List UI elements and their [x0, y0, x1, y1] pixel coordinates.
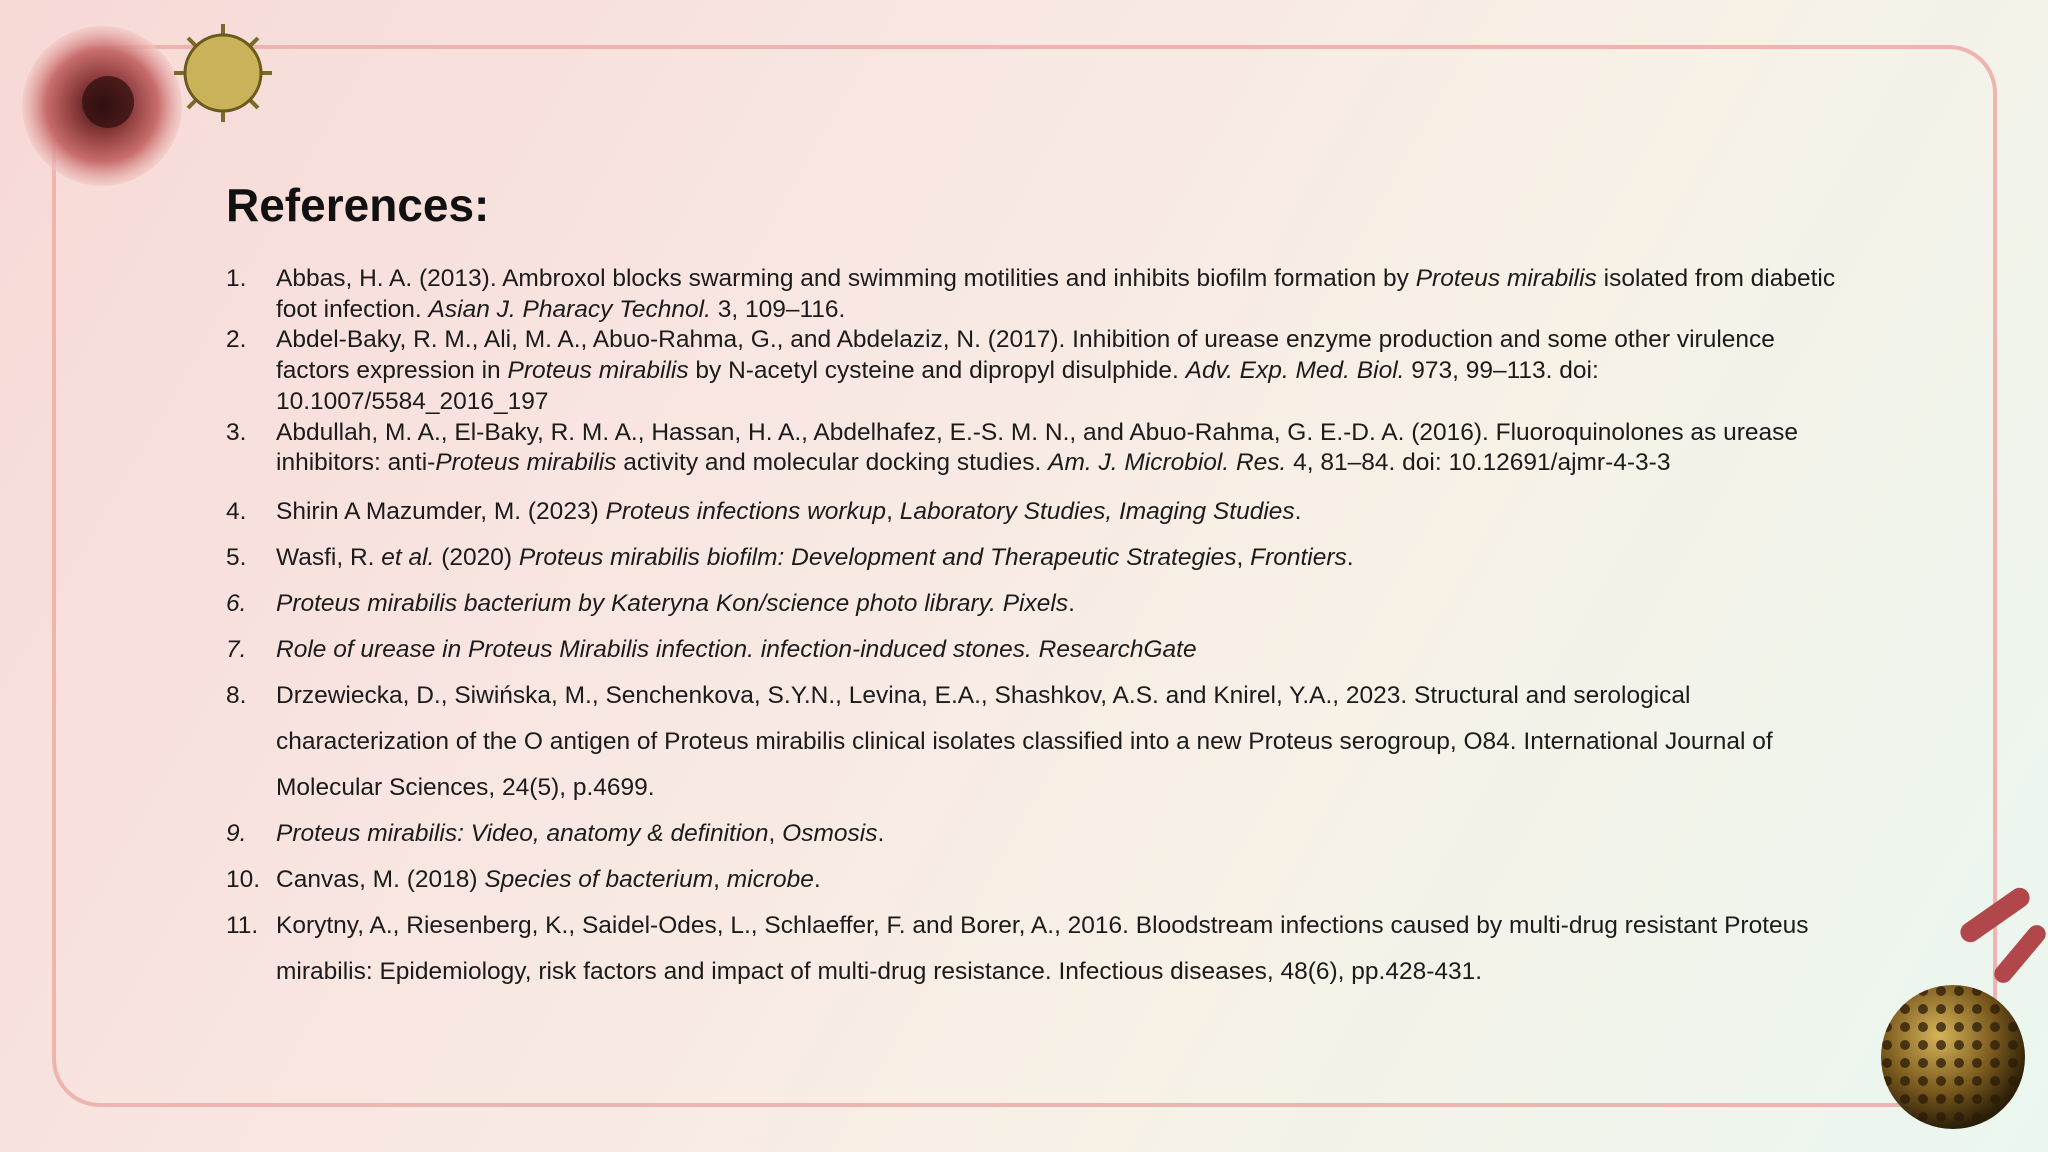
- reference-number: 11.: [226, 911, 259, 939]
- reference-item: [226, 857, 1846, 903]
- reference-item: [226, 673, 1846, 811]
- reference-text: Shirin A Mazumder, M. (2023) Proteus infections workup, Laboratory Studies, Imaging Studies.: [276, 497, 1302, 525]
- reference-text: Canvas, M. (2018) Species of bacterium, microbe.: [276, 865, 821, 893]
- reference-number: 9.: [226, 819, 247, 847]
- reference-item: [226, 535, 1846, 581]
- reference-text: Drzewiecka, D., Siwińska, M., Senchenkova, S.Y.N., Levina, E.A., Shashkov, A.S. and Knirel, Y.A., 2023. Structural and serological characterization of the O antigen of Proteus mirabilis clinical isolates classified into a new Proteus serogroup, O84. International Journal of Molecular Sciences, 24(5), p.4699.: [276, 681, 1773, 801]
- reference-text: Korytny, A., Riesenberg, K., Saidel-Odes, L., Schlaeffer, F. and Borer, A., 2016. Bloodstream infections caused by multi-drug resistant Proteus mirabilis: Epidemiology, risk factors and impact of multi-drug resistance. Infectious diseases, 48(6), pp.428-431.: [276, 911, 1809, 985]
- reference-text: Role of urease in Proteus Mirabilis infection. infection-induced stones. ResearchGate: [276, 635, 1197, 663]
- reference-number: 1.: [226, 265, 247, 292]
- virus-icon: [170, 20, 276, 126]
- reference-item: [226, 489, 1846, 535]
- reference-item: [226, 903, 1846, 995]
- red-cell-icon: [20, 22, 190, 192]
- reference-item: [226, 325, 1846, 417]
- reference-number: 7.: [226, 635, 247, 663]
- spore-ball-icon: [1878, 982, 2028, 1132]
- reference-text: Proteus mirabilis bacterium by Kateryna Kon/science photo library. Pixels.: [276, 589, 1075, 617]
- reference-item: [226, 811, 1846, 857]
- reference-text: Abdel-Baky, R. M., Ali, M. A., Abuo-Rahma, G., and Abdelaziz, N. (2017). Inhibition of urease enzyme production and some other virulence factors expression in Proteus mirabilis by N-acetyl cysteine and dipropyl disulphide. Adv. Exp. Med. Biol. 973, 99–113. doi: 10.1007/5584_2016_197: [276, 326, 1775, 415]
- reference-number: 3.: [226, 418, 247, 446]
- reference-number: 4.: [226, 497, 247, 525]
- reference-item: [226, 418, 1846, 479]
- reference-number: 5.: [226, 543, 247, 571]
- bacteria-rods-icon: [1945, 875, 2048, 985]
- reference-text: Abbas, H. A. (2013). Ambroxol blocks swarming and swimming motilities and inhibits biofilm formation by Proteus mirabilis isolated from diabetic foot infection. Asian J. Pharacy Technol. 3, 109–116.: [276, 265, 1836, 323]
- reference-number: 10.: [226, 865, 261, 893]
- reference-text: Abdullah, M. A., El-Baky, R. M. A., Hassan, H. A., Abdelhafez, E.-S. M. N., and Abuo-Rahma, G. E.-D. A. (2016). Fluoroquinolones as urease inhibitors: anti-Proteus mirabilis activity and molecular docking studies. Am. J. Microbiol. Res. 4, 81–84. doi: 10.12691/ajmr-4-3-3: [276, 418, 1798, 477]
- references-list: [226, 264, 1846, 995]
- reference-number: 8.: [226, 681, 247, 709]
- reference-item: [226, 627, 1846, 673]
- reference-number: 6.: [226, 589, 247, 617]
- page-title: References:: [226, 179, 490, 231]
- reference-text: Proteus mirabilis: Video, anatomy & definition, Osmosis.: [276, 819, 885, 847]
- reference-number: 2.: [226, 326, 247, 354]
- reference-item: [226, 581, 1846, 627]
- reference-text: Wasfi, R. et al. (2020) Proteus mirabilis biofilm: Development and Therapeutic Strategies, Frontiers.: [276, 543, 1354, 571]
- reference-item: [226, 264, 1846, 325]
